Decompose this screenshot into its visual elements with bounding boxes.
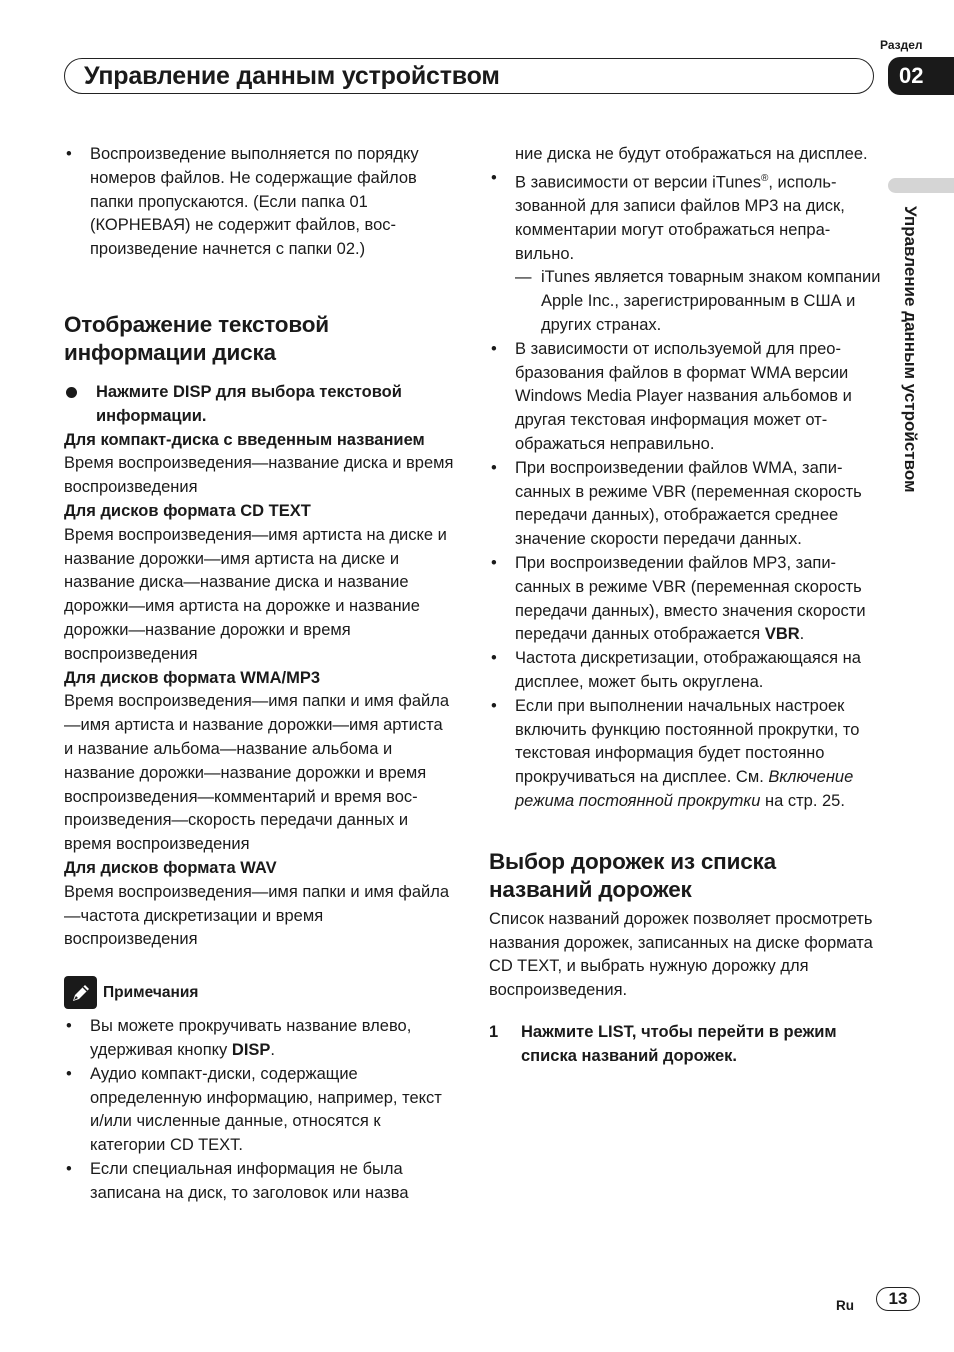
section-heading-text-info [64,311,454,367]
list-item: • В зависимости от версии iTunes®, использованной для записи файлов MP3 на диск, комментарии могут отображаться неправильно. [489,167,881,267]
paragraph: Список названий дорожек позволяет просмотреть названия дорожек, записанных на диске формата CD TEXT, и выбрать нужную дорожку для воспроизведения. [489,909,873,1000]
heading-line: информации диска [64,339,276,365]
section-heading-track-list [489,848,881,904]
list-item: • При воспроизведении файлов WMA, записанных в режиме VBR (переменная скорость передачи данных), отображается среднее значение скорости передачи данных. [489,457,881,552]
list-item: • Воспроизведение выполняется по порядку номеров файлов. Не содержащие файлов папки пропускаются. (Если папка 01 (КОРНЕВАЯ) не содержит файлов, воспроизведение начнется с папки 02.) [64,143,454,262]
list-item: • Если специальная информация не была записана на диск, то заголовок или назва [64,1158,454,1206]
chapter-number: 02 [888,57,954,95]
section-label: Раздел [880,38,923,52]
subheading: Для дисков формата CD TEXT [64,501,311,520]
notes-header [64,976,454,1009]
paragraph: ние диска не будут отображаться на дисплее. [515,145,868,163]
subheading: Для дисков формата WAV [64,858,277,877]
page-title: Управление данным устройством [84,62,500,90]
heading-line: Отображение текстовой [64,311,329,337]
right-column [489,143,881,1069]
instruction-text: Нажмите DISP для выбора текстовой информации. [96,382,402,425]
list-item: • Частота дискретизации, отображающаяся на дисплее, может быть округлена. [489,647,881,695]
step-text: Нажмите LIST, чтобы перейти в режим списка названий дорожек. [521,1023,837,1065]
side-tab-marker [888,178,954,193]
page-number: 13 [876,1287,920,1311]
paragraph: Время воспроизведения—имя артиста на диске и название дорожки—имя артиста на диске и название диска—название диска и название дорожки—имя артиста на дорожке и название дорожки—название дорожки и время воспроизведения [64,525,447,663]
list-item: • Вы можете прокручивать название влево, удерживая кнопку DISP. [64,1015,454,1063]
instruction [64,381,454,429]
step-number: 1 [489,1023,499,1041]
step-instruction [489,1021,881,1069]
paragraph: Время воспроизведения—название диска и время воспроизведения [64,454,454,497]
language-code: Ru [836,1298,854,1313]
list-item: • Аудио компакт-диски, содержащие определенную информацию, например, текст и/или численные данные, относятся к категории CD TEXT. [64,1063,454,1158]
heading-line: Выбор дорожек из списка [489,848,776,874]
list-item: • Если при выполнении начальных настроек включить функцию постоянной прокрутки, то текстовая информация будет постоянно прокручиваться на дисплее. См. Включение режима постоянной прокрутки на стр. 25. [489,695,881,814]
cross-reference-link: Включение режима постоянной прокрутки [515,768,854,811]
list-item: • При воспроизведении файлов MP3, записанных в режиме VBR (переменная скорость передачи данных), вместо значения скорости передачи данных отображается VBR. [489,552,881,647]
list-item: • В зависимости от используемой для преобразования файлов в формат WMA версии Windows Media Player названия альбомов и другая текстовая информация может отображаться неправильно. [489,338,881,457]
bullet-dot-icon [66,387,77,398]
heading-line: названий дорожек [489,876,692,902]
subheading: Для компакт-диска с введенным названием [64,430,425,449]
pencil-note-icon [64,976,97,1009]
list-subitem: — iTunes является товарным знаком компании Apple Inc., зарегистрированным в США и других странах. [515,268,881,335]
subheading: Для дисков формата WMA/MP3 [64,668,320,687]
left-column [64,143,454,1205]
paragraph: Время воспроизведения—имя папки и имя файла—частота дискретизации и время воспроизведения [64,882,450,949]
paragraph: Время воспроизведения—имя папки и имя файла—имя артиста и название дорожки—имя артиста и название альбома—название альбома и название дорожки—название дорожки и время воспроизведения—комментарий и время воспроизведения—скорость передачи данных и время воспроизведения [64,692,450,854]
notes-title: Примечания [103,983,199,1001]
side-tab-label: Управление данным устройством [901,206,920,493]
